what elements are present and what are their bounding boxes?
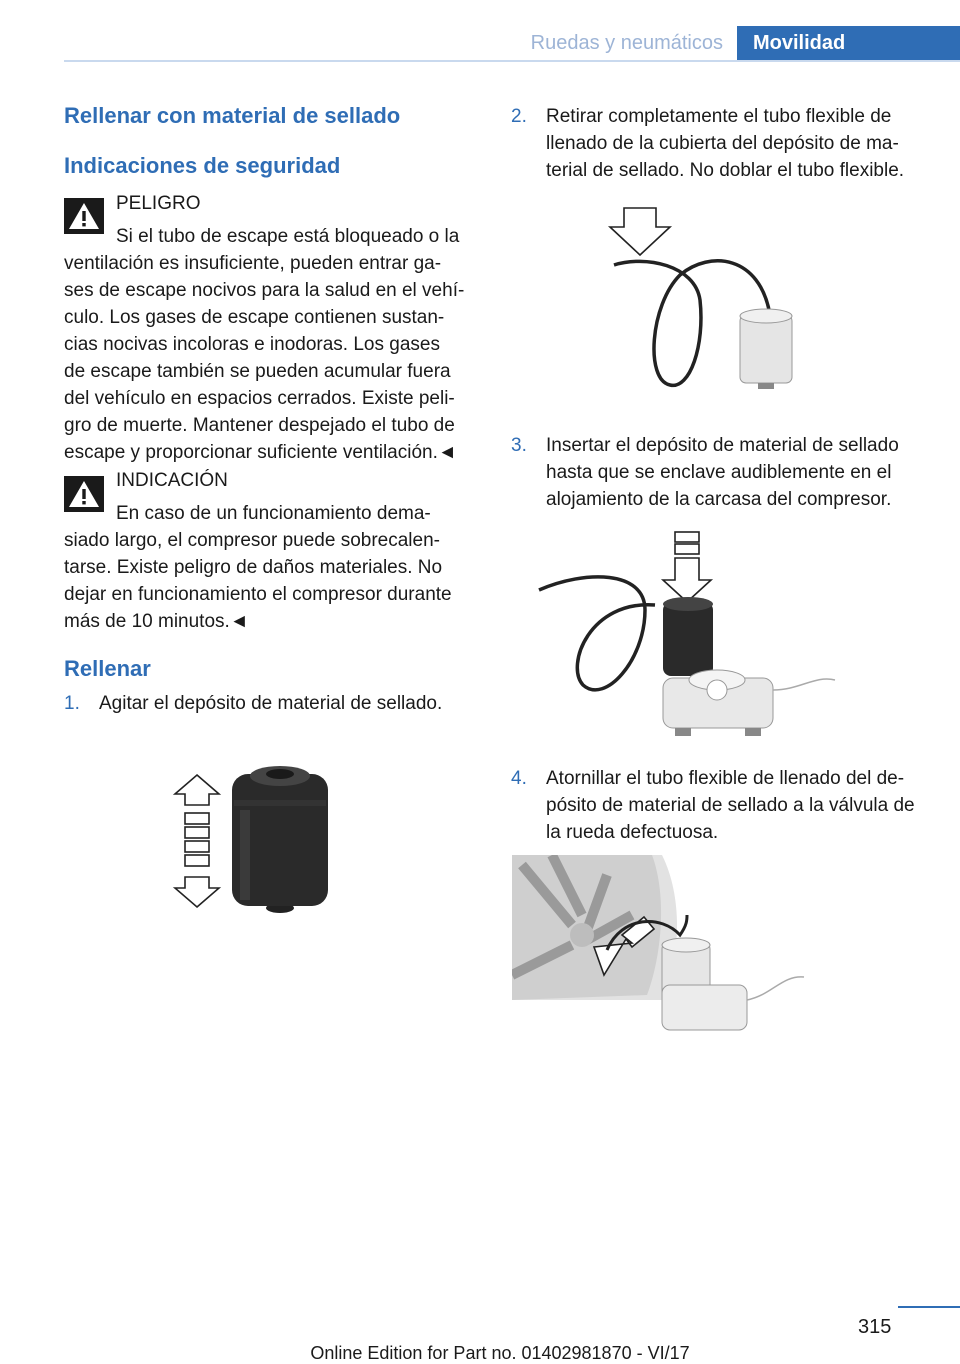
notice-first-line: En caso de un funcionamiento dema- bbox=[116, 503, 431, 524]
page-number: 315 bbox=[858, 1316, 892, 1338]
header-chapter-tab: Movilidad bbox=[737, 26, 960, 62]
footer-edition: Online Edition for Part no. 01402981870 - VI/17 bbox=[310, 1343, 690, 1363]
step-4-text: Atornillar el tubo flexible de llenado del de- pósito de material de sellado a la válvula de la rueda defectuosa. bbox=[546, 768, 915, 843]
danger-body: ventilación es insuficiente, pueden entrar ga- ses de escape nocivos para la salud en el vehí- culo. Los gases de escape contienen sustan- cias nocivas incoloras e inodoras. Los gases de escape también se pueden acumular fuera del vehículo en espacios cerrados. Existe peli- gro de muerte. Mantener despejado el tubo de escape y proporcionar suficiente ventilación.◄ bbox=[64, 253, 465, 463]
step-1-number: 1. bbox=[64, 693, 80, 714]
danger-label: PELIGRO bbox=[116, 193, 201, 214]
attach-valve-illustration bbox=[512, 855, 812, 1050]
notice-body: siado largo, el compresor puede sobrecalen- tarse. Existe peligro de daños materiales. No dejar en funcionamiento el compresor durante más de 10 minutos.◄ bbox=[64, 530, 452, 632]
step-1-text: Agitar el depósito de material de sellado. bbox=[99, 693, 443, 714]
insert-bottle-illustration bbox=[535, 530, 845, 750]
notice-triangle-icon bbox=[64, 476, 104, 512]
hose-removal-illustration bbox=[600, 205, 810, 400]
step-3-text: Insertar el depósito de material de sellado hasta que se enclave audiblemente en el alojamiento de la carcasa del compresor. bbox=[546, 435, 899, 510]
footer-rule bbox=[898, 1306, 960, 1308]
danger-first-line: Si el tubo de escape está bloqueado o la bbox=[116, 226, 460, 247]
step-2-text: Retirar completamente el tubo flexible de llenado de la cubierta del depósito de ma- terial de sellado. No doblar el tubo flexible. bbox=[546, 106, 905, 181]
step-3-number: 3. bbox=[511, 435, 527, 456]
header-rule bbox=[64, 60, 960, 62]
header-section-title: Ruedas y neumáticos bbox=[530, 32, 723, 54]
shake-bottle-illustration bbox=[170, 760, 340, 925]
safety-heading: Indicaciones de seguridad bbox=[64, 153, 341, 178]
step-4-number: 4. bbox=[511, 768, 527, 789]
notice-label: INDICACIÓN bbox=[116, 470, 228, 491]
section-title: Rellenar con material de sellado bbox=[64, 103, 401, 128]
fill-heading: Rellenar bbox=[64, 656, 151, 681]
step-2-number: 2. bbox=[511, 106, 527, 127]
warning-triangle-icon bbox=[64, 198, 104, 234]
